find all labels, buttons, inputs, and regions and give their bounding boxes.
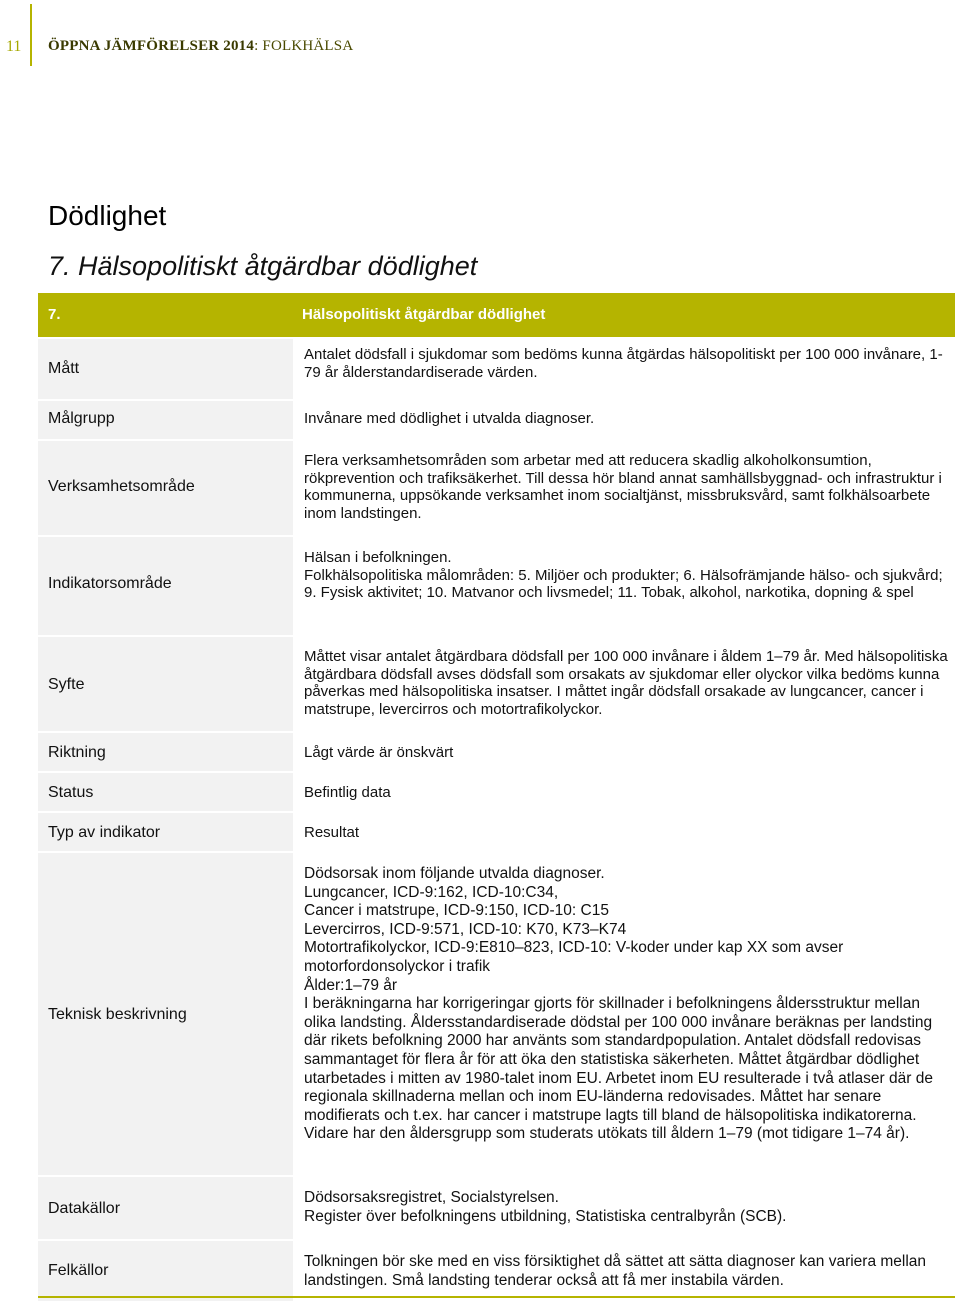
row-text: I beräkningarna har korrigeringar gjorts för skillnader i befolkningens åldersstruktur mellan olika landsting. Åldersstandardiserade dödstal per 100 000 invånare beräknas per landsting där rikets befolkning 2000 har använts som standardpopulation. Antalet dödsfall redovisas sammantaget för flera år för att öka den statistiska säkerheten. Måttet åtgärdbar dödlighet utarbetades i mitten av 1980-talet inom EU. Arbetet inom EU resulterade i två atlaser där de regionala skillnaderna mellan och inom EU-länderna redovisades. Måttet har senare modifierats och t.ex. har cancer i matstrupe lagts till bland de hälsopolitiska indikatorerna. Vidare har den åldersgrupp som studerats utökats till åldern 1–79 (mot tidigare 1–74 år). (304, 995, 933, 1143)
row-text: Flera verksamhetsområden som arbetar med att reducera skadlig alkoholkonsumtion, rökprevention och trafiksäkerhet. Till dessa hör bland annat samhällsbyggnad- och infrastruktur i kommunerna, uppsökande verksamhet inom socialtjänst, missbruksvård, samt folkhälsoarbete inom landstingen. (304, 452, 942, 522)
table-header-row (38, 293, 955, 339)
row-label: Indikatorsområde (48, 575, 172, 592)
row-text: Befintlig data (304, 784, 391, 801)
row-label: Felkällor (48, 1262, 109, 1279)
row-value (304, 1241, 955, 1294)
row-label-cell (38, 401, 293, 439)
page-header (0, 0, 960, 66)
row-text: Måttet visar antalet åtgärdbara dödsfall per 100 000 invånare i åldem 1–79 år. Med hälsopolitiska åtgärdbara dödsfall avses dödsfall som orsakats av sjukdomar eller olyckor vilka bedöms kunna påverkas med hälsopolitiska insatser. I måttet ingår dödsfall orsakade av lungcancer, cancer i matstrupe, levercirros och motortrafikolyckor. (304, 648, 948, 718)
section-heading: Dödlighet (48, 200, 167, 231)
row-text: Lågt värde är önskvärt (304, 744, 454, 761)
row-value (304, 401, 955, 432)
row-label-cell (38, 637, 293, 731)
row-label: Målgrupp (48, 410, 115, 427)
row-text: Lungcancer, ICD-9:162, ICD-10:C34, (304, 883, 559, 901)
table-row-matt (38, 339, 955, 401)
row-label-cell (38, 773, 293, 811)
page-number: 11 (6, 38, 22, 55)
row-value (304, 733, 955, 766)
row-text: Resultat (304, 824, 360, 841)
row-value (304, 1177, 955, 1230)
row-label-cell (38, 441, 293, 535)
row-label: Typ av indikator (48, 824, 161, 841)
row-value (304, 813, 955, 846)
running-title (48, 38, 353, 55)
row-label: Riktning (48, 744, 106, 761)
row-label-cell (38, 853, 293, 1175)
row-value (304, 637, 955, 722)
table-row-typ-av-indikator (38, 813, 955, 853)
row-value (304, 339, 955, 385)
row-text: Register över befolkningens utbildning, Statistiska centralbyrån (SCB). (304, 1207, 787, 1225)
row-label: Mått (48, 360, 80, 377)
row-value (304, 773, 955, 806)
row-label-cell (38, 733, 293, 771)
row-label-cell (38, 813, 293, 851)
table-row-indikatorsomrade (38, 537, 955, 637)
row-label-cell (38, 339, 293, 399)
table-row-datakallor (38, 1177, 955, 1241)
indicator-number: 7. (48, 306, 61, 323)
row-text: Levercirros, ICD-9:571, ICD-10: K70, K73–K74 (304, 920, 627, 938)
row-label: Syfte (48, 676, 85, 693)
running-title-bold: ÖPPNA JÄMFÖRELSER 2014 (48, 38, 255, 54)
row-value (304, 853, 955, 1148)
row-label-cell (38, 537, 293, 635)
table-bottom-rule (38, 1296, 955, 1298)
indicator-table (38, 293, 955, 1301)
row-label: Verksamhetsområde (48, 478, 195, 495)
row-label-cell (38, 1241, 293, 1301)
row-text: Ålder:1–79 år (304, 976, 398, 994)
row-label: Status (48, 784, 94, 801)
row-text: Dödsorsaksregistret, Socialstyrelsen. (304, 1189, 559, 1206)
table-row-status (38, 773, 955, 813)
running-title-rest: : FOLKHÄLSA (254, 38, 354, 54)
table-row-syfte (38, 637, 955, 733)
table-row-felkallor (38, 1241, 955, 1301)
table-row-teknisk-beskrivning (38, 853, 955, 1177)
header-divider (30, 4, 32, 66)
row-text: Antalet dödsfall i sjukdomar som bedöms kunna åtgärdas hälsopolitiskt per 100 000 invånare, 1-79 år ålderstandardiserade värden. (304, 346, 943, 381)
section-subheading: 7. Hälsopolitiskt åtgärdbar dödlighet (48, 251, 478, 281)
row-text: Invånare med dödlighet i utvalda diagnoser. (304, 410, 595, 427)
row-text: Cancer i matstrupe, ICD-9:150, ICD-10: C15 (304, 902, 609, 920)
row-text: Motortrafikolyckor, ICD-9:E810–823, ICD-10: V-koder under kap XX som avser motorfordonsolyckor i trafik (304, 939, 844, 975)
table-row-malgrupp (38, 401, 955, 441)
row-value (304, 537, 955, 606)
row-text: Folkhälsopolitiska målområden: 5. Miljöer och produkter; 6. Hälsofrämjande hälso- och sjukvård; 9. Fysisk aktivitet; 10. Matvanor och livsmedel; 11. Tobak, alkohol, narkotika, dopning & spel (304, 566, 943, 601)
row-label-cell (38, 1177, 293, 1239)
row-text: Tolkningen bör ske med en viss försiktighet då sättet att sätta diagnoser kan variera mellan landstingen. Små landsting tenderar också att få mer instabila värden. (304, 1253, 927, 1289)
table-row-verksamhetsomrade (38, 441, 955, 537)
table-row-riktning (38, 733, 955, 773)
indicator-title: Hälsopolitiskt åtgärdbar dödlighet (302, 306, 546, 323)
row-value (304, 441, 955, 526)
row-label: Teknisk beskrivning (48, 1006, 187, 1023)
row-text: Dödsorsak inom följande utvalda diagnoser. (304, 865, 605, 882)
row-label: Datakällor (48, 1200, 121, 1217)
row-text: Hälsan i befolkningen. (304, 549, 452, 566)
